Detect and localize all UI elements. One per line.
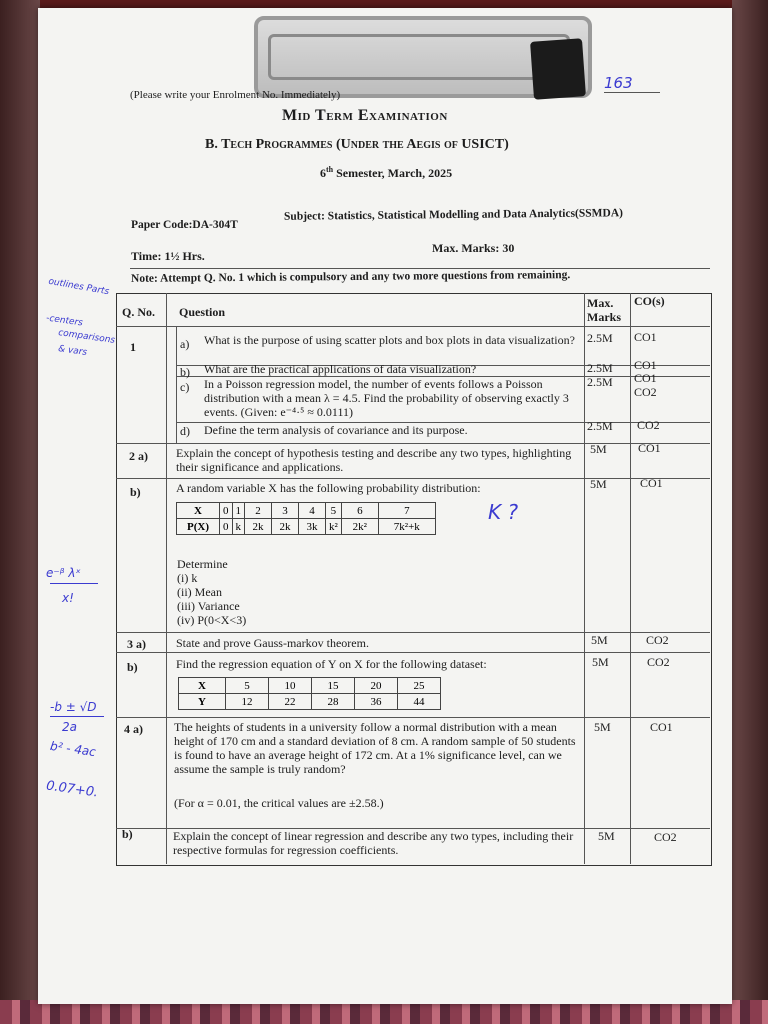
q3b-number: b): [127, 660, 138, 674]
q3b-marks: 5M: [592, 655, 609, 669]
q3a-marks: 5M: [591, 633, 608, 647]
margin-note-centers: -centers: [45, 313, 84, 329]
q4a-note: (For α = 0.01, the critical values are ±2.58.): [174, 796, 384, 810]
q4b-marks: 5M: [598, 829, 615, 843]
handwritten-discriminant: b² - 4ac: [49, 738, 97, 760]
margin-note-outlines: outlines Parts: [47, 276, 110, 298]
header-qno: Q. No.: [122, 305, 155, 319]
handwritten-quadratic-denominator: 2a: [62, 720, 77, 734]
q1a-label: a): [180, 337, 190, 351]
margin-note-comparisons: comparisons: [57, 328, 116, 346]
q3a-number: 3 a): [127, 637, 146, 651]
q1a-marks: 2.5M: [587, 331, 613, 345]
time-line: Time: 1½ Hrs.: [131, 249, 205, 263]
q2a-number: 2 a): [129, 449, 148, 463]
instruction-note: Note: Attempt Q. No. 1 which is compulsory and any two more questions from remaining.: [130, 269, 571, 285]
q4a-marks: 5M: [594, 720, 611, 734]
q1c-co: CO1 CO2: [634, 371, 657, 399]
q1a-co: CO1: [634, 330, 657, 344]
q1d-label: d): [180, 424, 190, 438]
q1d-text: Define the term analysis of covariance and its purpose.: [204, 423, 468, 437]
regression-table: [178, 677, 441, 710]
q3b-co: CO2: [647, 655, 670, 669]
handwritten-decimal: 0.07+0.: [45, 778, 100, 801]
header-marks: Max. Marks: [587, 296, 621, 324]
q1b-marks: 2.5M: [587, 361, 613, 375]
q4b-number: b): [122, 827, 133, 841]
q1d-marks: 2.5M: [587, 419, 613, 433]
programme-line: B. Tech Programmes (Under the Aegis of USICT): [205, 137, 509, 152]
background-left: [0, 0, 40, 1024]
q2a-co: CO1: [638, 441, 661, 455]
q2b-co: CO1: [640, 476, 663, 490]
q3a-text: State and prove Gauss-markov theorem.: [176, 636, 369, 650]
q2a-text: Explain the concept of hypothesis testing and describe any two types, highlighting their significance and applications.: [176, 446, 572, 474]
regression-y-row: Y 12 22 28 36 44: [179, 694, 441, 710]
q4b-text: Explain the concept of linear regression and describe any two types, including their respective formulas for regression coefficients.: [173, 829, 574, 857]
q1b-co: CO1: [634, 358, 657, 372]
handwritten-quadratic-numerator: -b ± √D: [50, 700, 97, 714]
q4a-text: The heights of students in a university follow a normal distribution with a mean height of 170 cm and a standard deviation of 8 cm. A random sample of 50 students is found to have an average height of 172 cm. At a 1% significance level, can we assume the sample is truly random?: [174, 720, 576, 776]
q1b-label: b): [180, 365, 190, 379]
subject-line: Subject: Statistics, Statistical Modelling and Data Analytics(SSMDA): [283, 207, 623, 223]
probability-x-row: X 0 1 2 3 4 5 6 7: [177, 503, 436, 519]
max-marks-line: Max. Marks: 30: [432, 241, 515, 255]
q1c-text: In a Poisson regression model, the number of events follows a Poisson distribution with a mean λ = 4.5. Find the probability of observing exactly 3 events. (Given: e⁻⁴·⁵ ≈ 0.0111): [204, 377, 569, 419]
q1d-co: CO2: [637, 418, 660, 432]
q1b-text: What are the practical applications of data visualization?: [204, 362, 477, 376]
exam-title: Mid Term Examination: [282, 107, 448, 124]
enrolment-number: 163: [604, 74, 660, 93]
q2b-part-iii: (iii) Variance: [177, 599, 240, 613]
regression-x-row: X 5 10 15 20 25: [179, 678, 441, 694]
clipboard-handle: [530, 38, 586, 99]
header-co: CO(s): [634, 294, 665, 308]
background-right: [732, 0, 768, 1024]
q4a-number: 4 a): [124, 722, 143, 736]
enrolment-note: (Please write your Enrolment No. Immediately): [130, 89, 341, 101]
q1c-label: c): [180, 380, 190, 394]
q1c-marks: 2.5M: [587, 375, 613, 389]
q2b-text: A random variable X has the following probability distribution:: [176, 481, 481, 495]
handwritten-k-question: K ?: [488, 500, 519, 524]
paper-code: Paper Code:DA-304T: [131, 219, 238, 231]
q2b-determine: Determine: [177, 557, 228, 571]
q4b-co: CO2: [654, 830, 677, 844]
q3b-text: Find the regression equation of Y on X for the following dataset:: [176, 657, 487, 671]
q2a-marks: 5M: [590, 442, 607, 456]
q4a-co: CO1: [650, 720, 673, 734]
header-question: Question: [179, 305, 226, 319]
handwritten-poisson-numerator: e⁻ᵝ λˣ: [46, 566, 81, 580]
probability-p-row: P(X) 0 k 2k 2k 3k k² 2k² 7k²+k: [177, 519, 436, 535]
q2b-part-i: (i) k: [177, 571, 198, 585]
q3a-co: CO2: [646, 633, 669, 647]
handwritten-poisson-denominator: x!: [62, 591, 74, 605]
semester-line: 6th Semester, March, 2025: [320, 165, 453, 180]
q1-number: 1: [130, 340, 136, 354]
q1a-text: What is the purpose of using scatter plots and box plots in data visualization?: [204, 333, 575, 347]
q2b-number: b): [130, 485, 141, 499]
probability-table: [176, 502, 436, 535]
margin-note-vars: & vars: [57, 344, 88, 358]
q2b-part-iv: (iv) P(0<X<3): [177, 613, 247, 627]
q2b-marks: 5M: [590, 477, 607, 491]
q2b-part-ii: (ii) Mean: [177, 585, 222, 599]
